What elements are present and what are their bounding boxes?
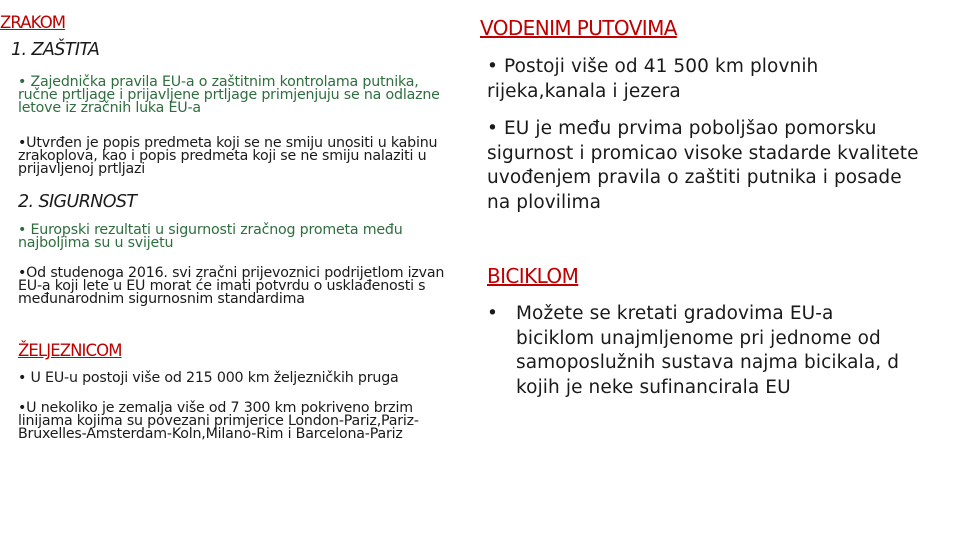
heading-vodenim-putovima: VODENIM PUTOVIMA [480, 16, 677, 40]
vodenim-item-1: • Postoji više od 41 500 km plovnih rijeka,kanala i jezera [487, 56, 819, 102]
heading-biciklom: BICIKLOM [487, 264, 579, 288]
zastita-item-2: •Utvrđen je popis predmeta koji se ne smiju unositi u kabinu zrakoplova, kao i popis predmeta koji se ne smiju nalaziti u prijavljenoj prtljazi [18, 135, 438, 177]
zeljeznicom-item-2: •U nekoliko je zemalja više od 7 300 km pokriveno brzim linijama kojima su povezani primjerice London-Pariz,Pariz-Bruxelles-Amsterdam-Koln,Milano-Rim i Barcelona-Pariz [18, 400, 419, 442]
biciklom-bullet: • [487, 303, 499, 324]
zastita-item-1: • Zajednička pravila EU-a o zaštitnim kontrolama putnika, ručne prtljage i prijavljene prtljage primjenjuju se na odlazne letove iz zračnih luka EU-a [18, 74, 440, 116]
subheading-zastita: 1. ZAŠTITA [11, 40, 100, 60]
heading-zrakom: ZRAKOM [0, 13, 66, 32]
sigurnost-item-2: •Od studenoga 2016. svi zračni prijevoznici podrijetlom izvan EU-a koji lete u EU morat će imati potvrdu o usklađenosti s međunarodnim sigurnosnim standardima [18, 265, 445, 307]
heading-zeljeznicom: ŽELJEZNICOM [18, 341, 122, 360]
subheading-sigurnost: 2. SIGURNOST [18, 192, 137, 212]
zeljeznicom-item-1: • U EU-u postoji više od 215 000 km željezničkih pruga [18, 370, 399, 386]
biciklom-item: Možete se kretati gradovima EU-a biciklom unajmljenome pri jednome od samoposlužnih sustava najma bicikala, d kojih je neke sufinancirala EU [516, 303, 900, 398]
vodenim-item-2: • EU je među prvima poboljšao pomorsku sigurnost i promicao visoke stadarde kvalitete uvođenjem pravila o zaštiti putnika i posade na plovilima [487, 118, 919, 213]
sigurnost-item-1: • Europski rezultati u sigurnosti zračnog prometa među najboljima su u svijetu [18, 222, 403, 251]
